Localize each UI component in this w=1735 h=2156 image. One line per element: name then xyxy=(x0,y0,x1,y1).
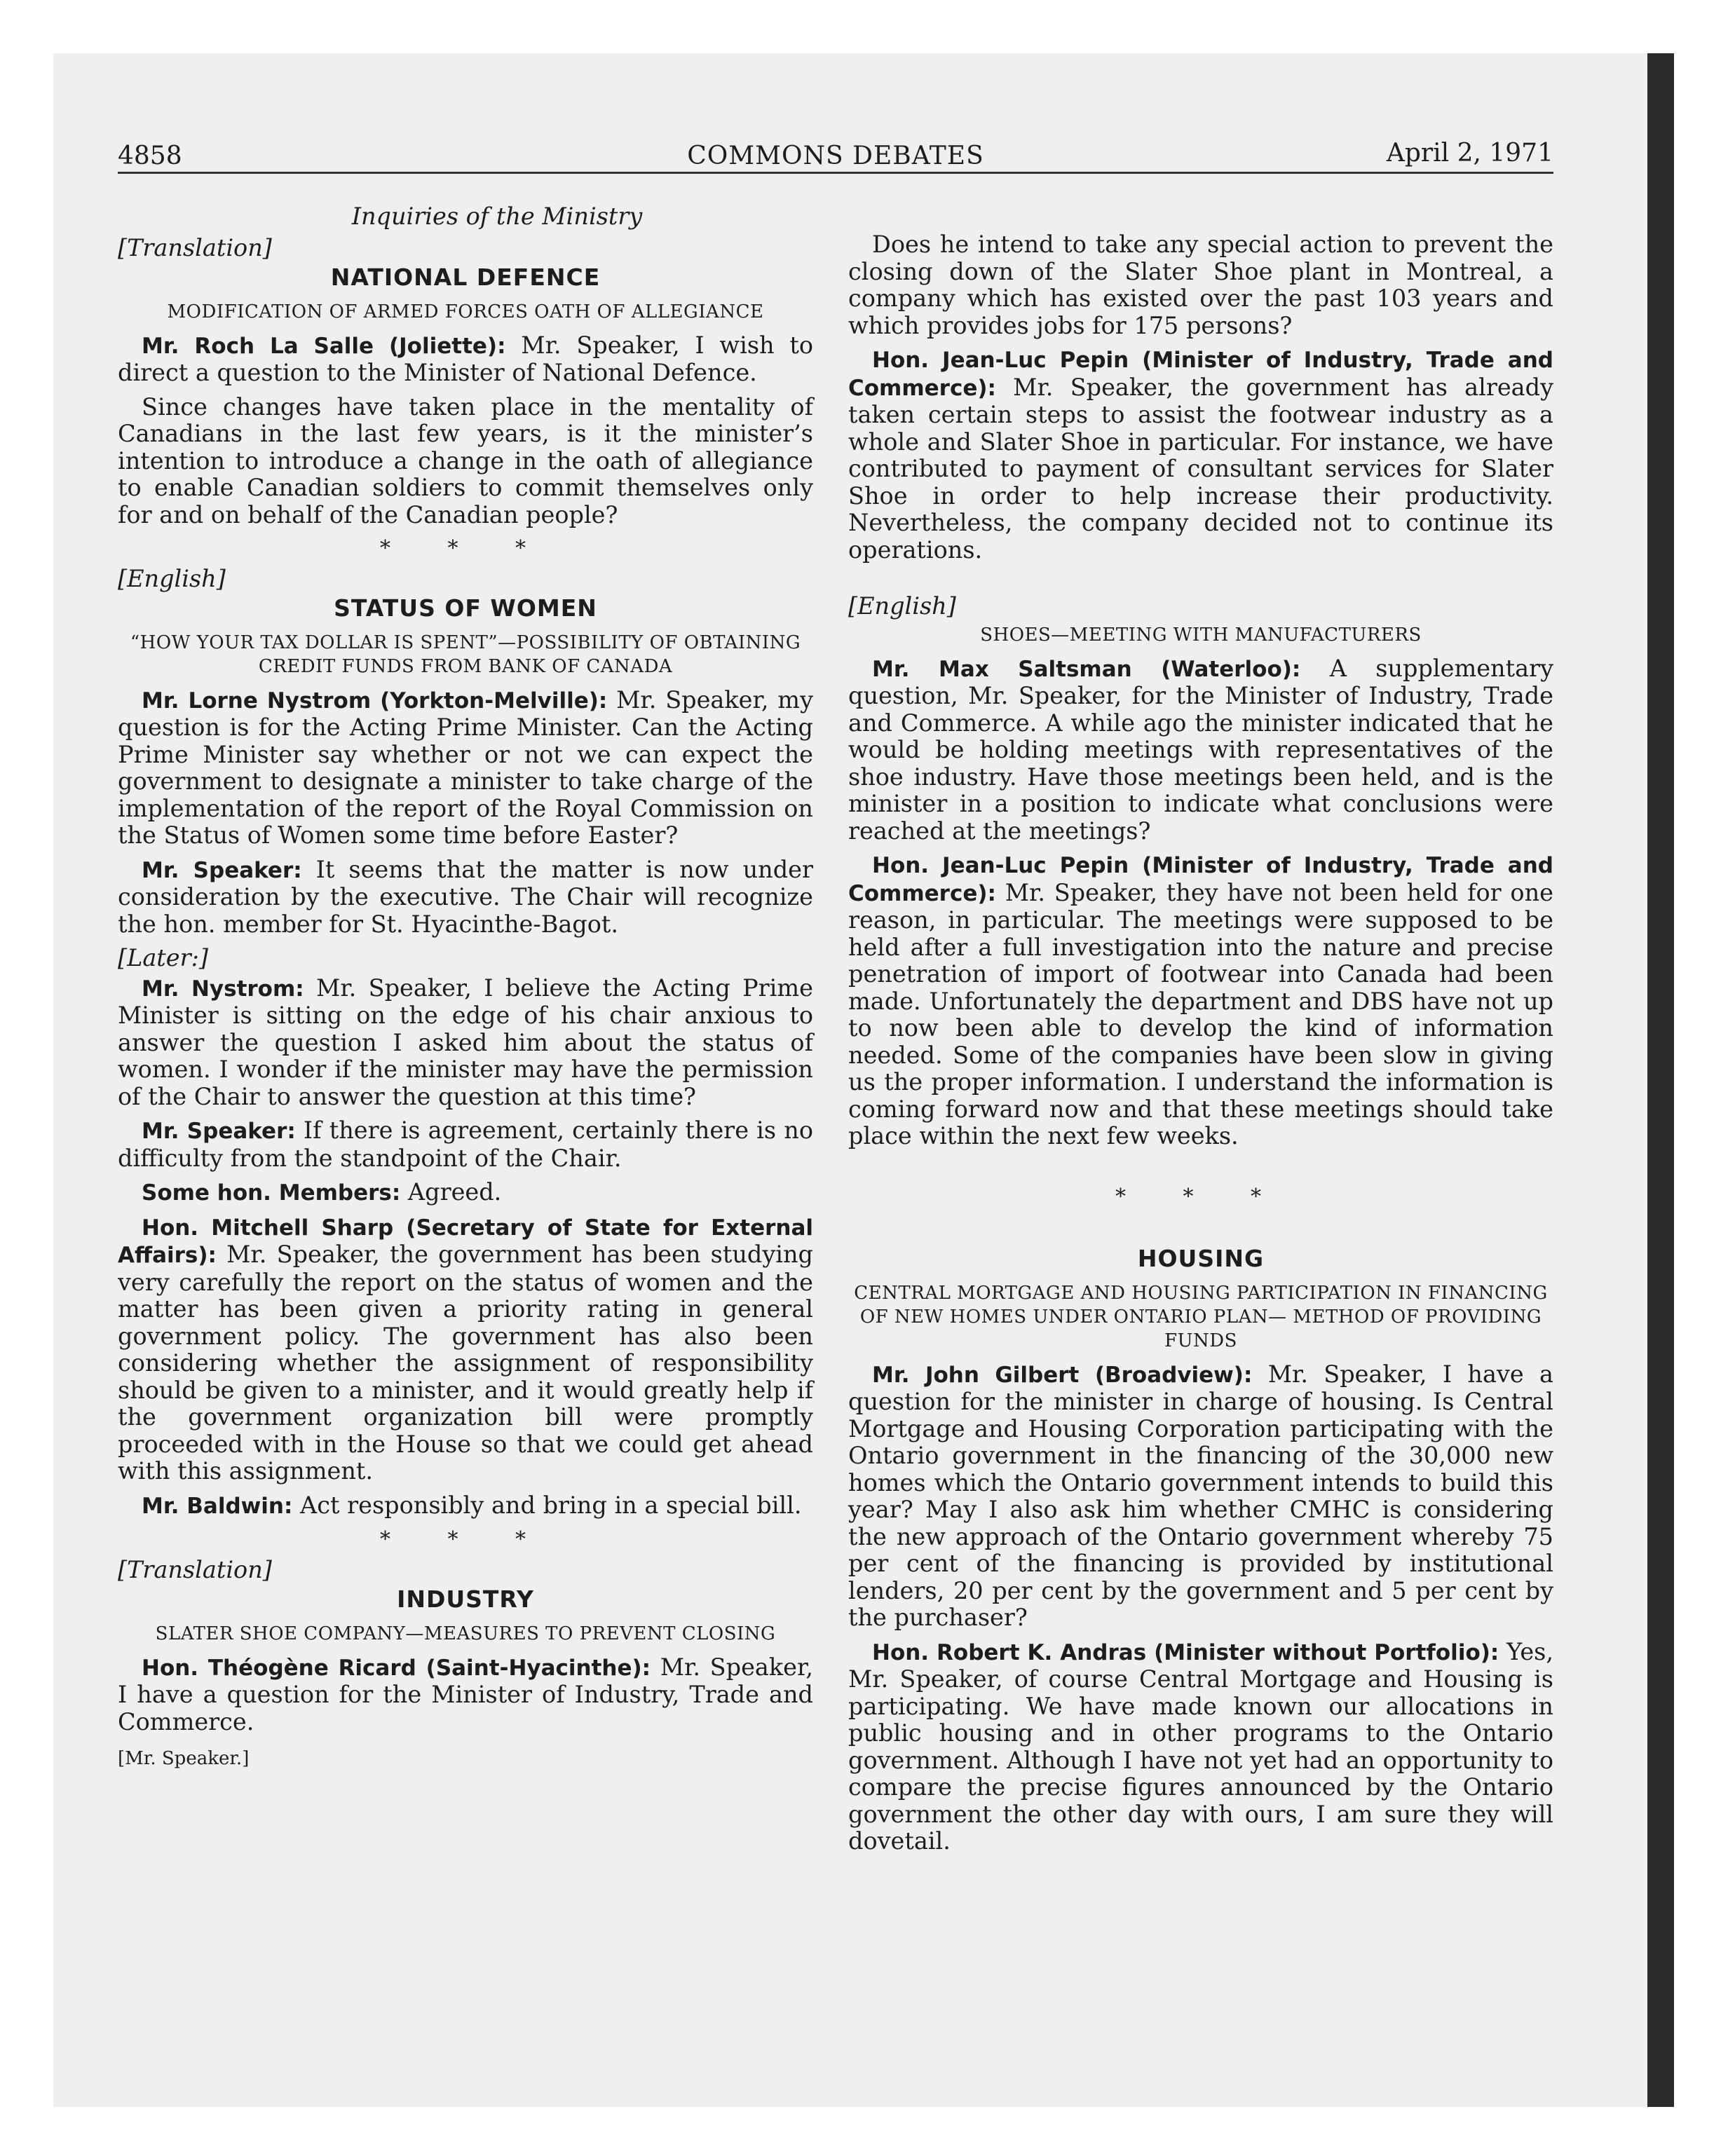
speech-paragraph: Mr. Speaker: It seems that the matter is now under consideration by the executive. The Chair will recognize the hon. member for St. Hyacinthe-Bagot. xyxy=(118,855,814,938)
subheading-slater-shoe: SLATER SHOE COMPANY—MEASURES TO PREVENT CLOSING xyxy=(155,1623,776,1644)
subheading-armed-forces-oath: MODIFICATION OF ARMED FORCES OATH OF ALLEGIANCE xyxy=(167,301,764,322)
language-note: [Translation] xyxy=(118,1555,272,1583)
page-number: 4858 xyxy=(118,142,182,170)
speaker-name: Mr. John Gilbert (Broadview): xyxy=(872,1362,1253,1388)
speaker-name: Hon. Théogène Ricard (Saint-Hyacinthe): xyxy=(142,1655,651,1681)
speaker-name: Hon. Jean-Luc Pepin (Minister of Industry, Trade and Commerce): xyxy=(848,853,1553,906)
subheading-shoes-meeting: SHOES—MEETING WITH MANUFACTURERS xyxy=(980,624,1422,646)
speaker-name: Mr. Speaker: xyxy=(142,1119,296,1144)
speech-paragraph: Mr. Baldwin: Act responsibly and bring in a special bill. xyxy=(142,1491,802,1519)
continuation-note: [Mr. Speaker.] xyxy=(118,1748,250,1769)
speaker-name: Mr. Nystrom: xyxy=(142,976,304,1002)
speech-paragraph: Hon. Jean-Luc Pepin (Minister of Industry, Trade and Commerce): Mr. Speaker, the government has already taken certain steps to assist the footwear industry as a whole and Slater Shoe in particular. For instance, we have contributed to payment of consultant services for Slater Shoe in order to help increase their productivity. Nevertheless, the company decided not to continue its operations. xyxy=(848,348,1553,564)
left-column xyxy=(118,203,813,1773)
speech-paragraph: Some hon. Members: Agreed. xyxy=(142,1178,502,1206)
speech-paragraph: Hon. Robert K. Andras (Minister without Portfolio): Yes, Mr. Speaker, of course Central Mortgage and Housing is participating. We have made known our allocations in public housing and in other programs to the Ontario government. Although I have not yet had an opportunity to compare the precise figures announced by the Ontario government the other day with ours, I am sure they will dovetail. xyxy=(848,1637,1553,1855)
speaker-name: Mr. Roch La Salle (Joliette): xyxy=(142,333,506,359)
speaker-name: Hon. Jean-Luc Pepin (Minister of Industry, Trade and Commerce): xyxy=(848,348,1553,401)
publication-date: April 2, 1971 xyxy=(1386,139,1553,168)
language-note: [English] xyxy=(118,564,226,592)
speech-paragraph: Mr. Roch La Salle (Joliette): Mr. Speaker, I wish to direct a question to the Minister of National Defence. xyxy=(118,331,813,386)
section-separator: * * * xyxy=(379,536,552,561)
running-head: Inquiries of the Ministry xyxy=(351,203,643,230)
speaker-name: Hon. Mitchell Sharp (Secretary of State for External Affairs): xyxy=(118,1215,813,1268)
section-heading-status-of-women: STATUS OF WOMEN xyxy=(334,594,597,622)
language-note: [English] xyxy=(848,592,956,620)
speech-paragraph: Mr. Max Saltsman (Waterloo): A supplementary question, Mr. Speaker, for the Minister of Industry, Trade and Commerce. A while ago the minister indicated that he would be holding meetings with representatives of the shoe industry. Have those meetings been held, and is the minister in a position to indicate what conclusions were reached at the meetings? xyxy=(848,654,1553,845)
later-note: [Later:] xyxy=(118,944,208,971)
language-note: [Translation] xyxy=(118,233,272,261)
publication-title: COMMONS DEBATES xyxy=(687,142,984,170)
speaker-name: Some hon. Members: xyxy=(142,1180,401,1206)
section-heading-housing: HOUSING xyxy=(1137,1245,1265,1272)
speech-paragraph: Hon. Théogène Ricard (Saint-Hyacinthe): Mr. Speaker, I have a question for the Minister of Industry, Trade and Commerce. xyxy=(118,1653,813,1735)
speech-paragraph: Mr. Nystrom: Mr. Speaker, I believe the Acting Prime Minister is sitting on the edge of his chair anxious to answer the question I asked him about the status of women. I wonder if the minister may have the permission of the Chair to answer the question at this time? xyxy=(118,974,813,1110)
speaker-name: Mr. Baldwin: xyxy=(142,1493,293,1519)
speech-paragraph: Hon. Mitchell Sharp (Secretary of State for External Affairs): Mr. Speaker, the government has been studying very carefully the report on the status of women and the matter has been given a priority rating in general government policy. The government has also been considering whether the assignment of responsibility should be given to a minister, and it would greatly help if the government organization bill were promptly proceeded with in the House so that we could get ahead with this assignment. xyxy=(118,1215,813,1485)
speech-paragraph: Does he intend to take any special action to prevent the closing down of the Slater Shoe plant in Montreal, a company which has existed over the past 103 years and which provides jobs for 175 persons? xyxy=(848,231,1553,339)
subheading-tax-dollar: “HOW YOUR TAX DOLLAR IS SPENT”—POSSIBILITY OF OBTAINING CREDIT FUNDS FROM BANK OF CANADA xyxy=(130,632,801,677)
speech-paragraph: Since changes have taken place in the mentality of Canadians in the last few years, is it the minister’s intention to introduce a change in the oath of allegiance to enable Canadian soldiers to commit themselves only for and on behalf of the Canadian people? xyxy=(118,393,813,528)
speaker-name: Mr. Lorne Nystrom (Yorkton-Melville): xyxy=(142,688,608,714)
speaker-name: Hon. Robert K. Andras (Minister without Portfolio): xyxy=(872,1639,1499,1665)
speech-paragraph: Mr. John Gilbert (Broadview): Mr. Speaker, I have a question for the minister in charge of housing. Is Central Mortgage and Housing Corporation participating with the Ontario government in the financing of the 30,000 new homes which the Ontario government intends to build this year? May I also ask him whether CMHC is considering the new approach of the Ontario government whereby 75 per cent of the financing is provided by institutional lenders, 20 per cent by the government and 5 per cent by the purchaser? xyxy=(848,1360,1553,1631)
page-header xyxy=(118,137,1553,174)
speech-paragraph: Mr. Speaker: If there is agreement, certainly there is no difficulty from the standpoint of the Chair. xyxy=(118,1117,813,1172)
speech-paragraph: Mr. Lorne Nystrom (Yorkton-Melville): Mr. Speaker, my question is for the Acting Prime Minister. Can the Acting Prime Minister say whether or not we can expect the government to designate a minister to take charge of the implementation of the report of the Royal Commission on the Status of Women some time before Easter? xyxy=(118,685,813,849)
section-heading-industry: INDUSTRY xyxy=(397,1585,534,1613)
speaker-name: Mr. Speaker: xyxy=(142,857,302,883)
subheading-cmhc: CENTRAL MORTGAGE AND HOUSING PARTICIPATION IN FINANCING OF NEW HOMES UNDER ONTARIO PLAN— METHOD OF PROVIDING FUNDS xyxy=(854,1282,1548,1351)
speech-paragraph: Hon. Jean-Luc Pepin (Minister of Industry, Trade and Commerce): Mr. Speaker, they have not been held for one reason, in particular. The meetings were supposed to be held after a full investigation into the nature and precise penetration of import of footwear into Canada had been made. Unfortunately the department and DBS have not up to now been able to develop the kind of information needed. Some of the companies have been slow in giving us the proper information. I understand the information is coming forward now and that these meetings should take place within the next few weeks. xyxy=(848,853,1553,1149)
scan-edge-bar xyxy=(1647,53,1674,2107)
speaker-name: Mr. Max Saltsman (Waterloo): xyxy=(872,656,1301,682)
section-heading-national-defence: NATIONAL DEFENCE xyxy=(330,264,601,291)
section-separator: * * * xyxy=(379,1527,552,1552)
right-column xyxy=(848,231,1553,1862)
section-separator: * * * xyxy=(1115,1184,1287,1209)
